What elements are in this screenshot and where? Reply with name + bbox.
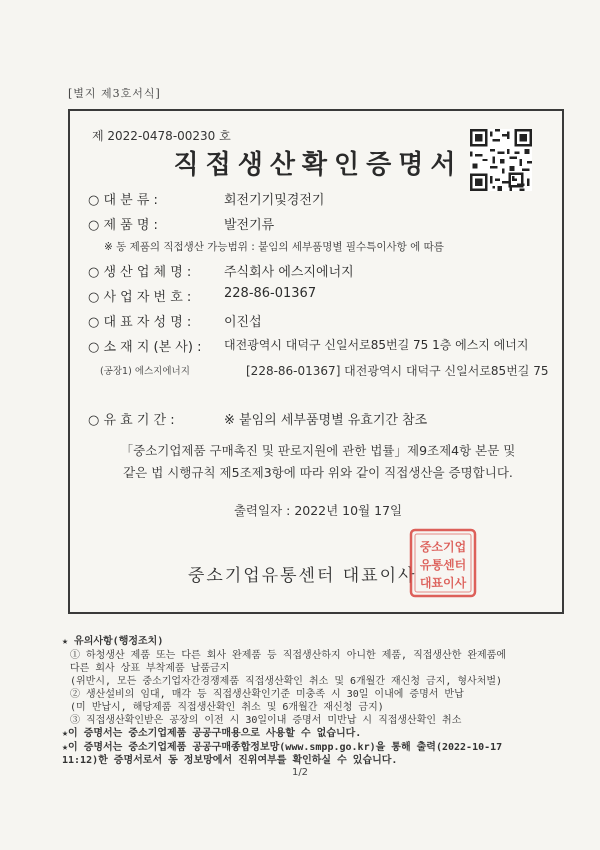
- category-label: ○ 대 분 류 :: [88, 193, 158, 208]
- validity-value: ※ 붙임의 세부품명별 유효기간 참조: [224, 413, 428, 428]
- field-product: [88, 214, 275, 233]
- caution-item: (미 반납시, 해당제품 직접생산확인 취소 및 6개월간 재신청 금지): [70, 702, 384, 713]
- caution-item: ③ 직접생산확인받은 공장의 이전 시 30일이내 증명서 미반납 시 직접생산확인 취소: [70, 715, 462, 726]
- issuer-name: 중소기업유통센터 대표이사: [188, 566, 417, 586]
- caution-item: (위반시, 모든 중소기업자간경쟁제품 직접생산확인 취소 및 6개월간 재신청 금지, 형사처벌): [70, 676, 503, 687]
- seal-line-2: 유통센터: [419, 558, 467, 572]
- qr-code: [470, 129, 532, 191]
- business-number-label: ○ 사 업 자 번 호 :: [88, 290, 192, 305]
- field-ceo: [88, 311, 262, 330]
- caution-heading: ★ 유의사항(행정조치): [62, 636, 164, 647]
- certification-text-line1: 「중소기업제품 구매촉진 및 판로지원에 관한 법률」제9조제4항 본문 및: [120, 443, 516, 458]
- caution-item: ① 하청생산 제품 또는 다른 회사 완제품 등 직접생산하지 아니한 제품, 직접생산한 완제품에: [70, 650, 507, 661]
- caution-note: ★이 증명서는 중소기업제품 공공구매용으로 사용할 수 없습니다.: [62, 728, 362, 739]
- certification-text-line2: 같은 법 시행규칙 제5조제3항에 따라 위와 같이 직접생산을 증명합니다.: [123, 465, 513, 480]
- field-category: [88, 189, 325, 208]
- product-value: 발전기류: [224, 218, 275, 233]
- seal-line-1: 중소기업: [419, 540, 467, 554]
- address-label: ○ 소 재 지 (본 사) :: [88, 340, 202, 355]
- field-company: [88, 261, 354, 280]
- caution-item: 다른 회사 상표 부착제품 납품금지: [70, 663, 230, 674]
- company-label: ○ 생 산 업 체 명 :: [88, 265, 192, 280]
- form-number: [별지 제3호서식]: [68, 87, 161, 100]
- caution-note: 11:12)한 증명서로서 동 정보망에서 진위여부를 확인하실 수 있습니다.: [62, 755, 398, 766]
- seal-line-3: 대표이사: [419, 576, 467, 590]
- field-validity: [88, 409, 428, 428]
- certificate-frame: [68, 109, 564, 614]
- field-address: [88, 336, 529, 355]
- ceo-label: ○ 대 표 자 성 명 :: [88, 315, 192, 330]
- category-value: 회전기기및경전기: [224, 193, 325, 208]
- caution-note: ★이 증명서는 중소기업제품 공공구매종합정보망(www.smpp.go.kr)을 통해 출력(2022-10-17: [62, 742, 503, 753]
- factory-value: [228-86-01367] 대전광역시 대덕구 신일서로85번길 75: [246, 364, 549, 378]
- document-title: 직접생산확인증명서: [173, 150, 463, 180]
- scope-note: ※ 동 제품의 직접생산 가능범위 : 붙임의 세부품명별 필수특이사항 에 따름: [104, 241, 444, 253]
- business-number-value: 228-86-01367: [224, 286, 317, 301]
- address-value: 대전광역시 대덕구 신일서로85번길 75 1층 에스지 에너지: [224, 338, 529, 352]
- official-seal: [408, 527, 478, 599]
- caution-item: ② 생산설비의 임대, 매각 등 직접생산확인기준 미충족 시 30일 이내에 증명서 반납: [70, 689, 464, 700]
- ceo-value: 이진섭: [224, 315, 262, 330]
- print-date: 출력일자 : 2022년 10월 17일: [233, 503, 403, 518]
- certificate-number: 제 2022-0478-00230 호: [92, 129, 231, 143]
- page-number: 1/2: [291, 767, 309, 778]
- product-label: ○ 제 품 명 :: [88, 218, 158, 233]
- validity-label: ○ 유 효 기 간 :: [88, 413, 175, 428]
- field-business-number: [88, 286, 317, 305]
- company-value: 주식회사 에스지에너지: [224, 265, 354, 280]
- factory-label: (공장1) 에스지에너지: [100, 366, 190, 377]
